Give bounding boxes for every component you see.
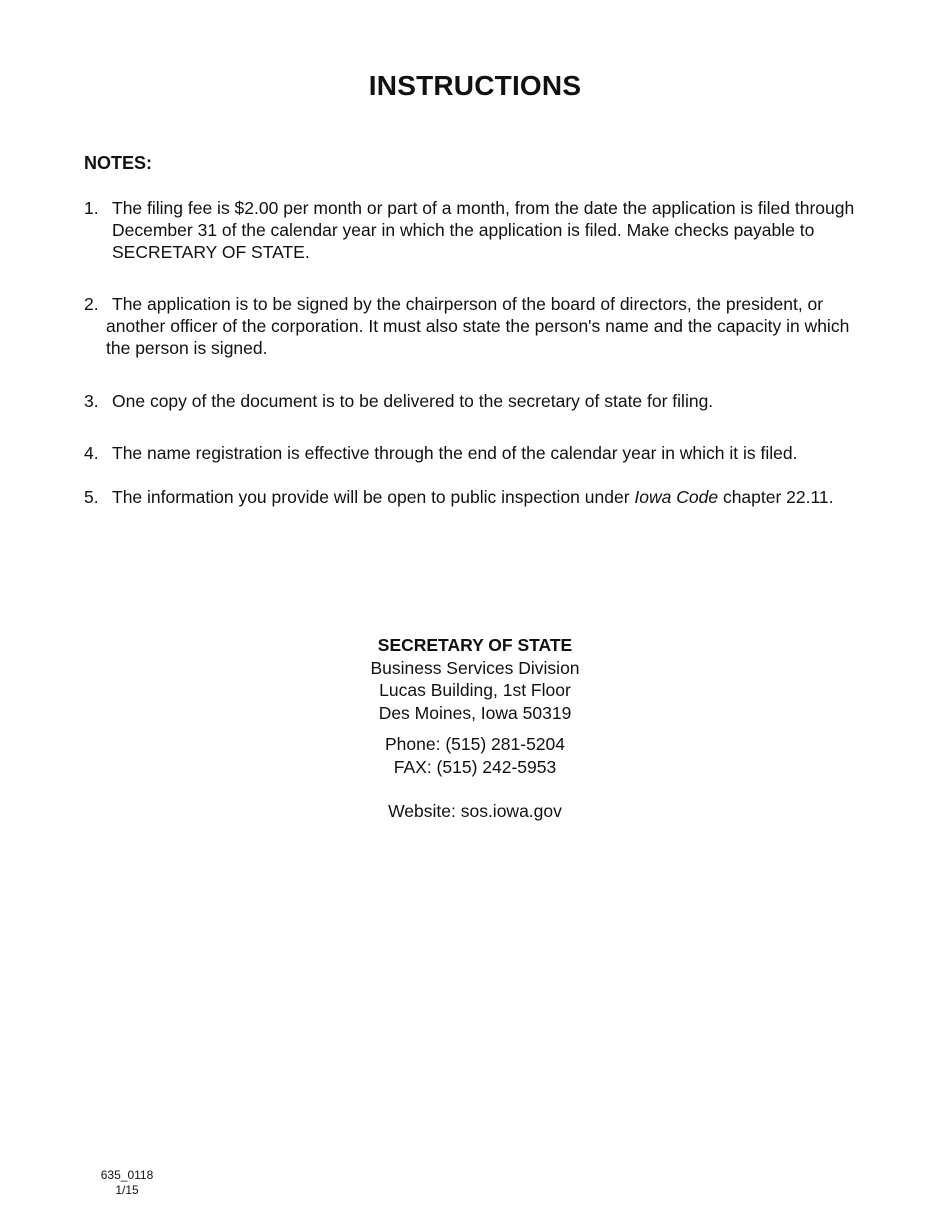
form-identifier	[98, 1168, 156, 1198]
spacer	[0, 724, 950, 733]
note-item	[84, 442, 874, 464]
note-item	[84, 293, 874, 359]
office-name: SECRETARY OF STATE	[377, 635, 573, 655]
spacer	[0, 778, 950, 800]
note-number: 4.	[84, 443, 99, 463]
building-address: Lucas Building, 1st Floor	[379, 680, 571, 700]
note-text-part: The information you provide will be open to public inspection under	[112, 487, 635, 507]
note-item	[84, 197, 874, 263]
note-text: The filing fee is $2.00 per month or part of a month, from the date the application is filed through December 31 of the calendar year in which the application is filed. Make checks payable to SECRETARY OF STATE.	[112, 198, 855, 262]
note-text: One copy of the document is to be delivered to the secretary of state for filing.	[112, 391, 714, 411]
fax-number: FAX: (515) 242-5953	[393, 756, 557, 777]
form-revision: 1/15	[115, 1183, 139, 1197]
phone-number: Phone: (515) 281-5204	[385, 734, 565, 754]
note-text: The name registration is effective through the end of the calendar year in which it is filed.	[112, 443, 798, 463]
code-reference: Iowa Code	[634, 487, 719, 507]
contact-block	[0, 634, 950, 823]
website: Website: sos.iowa.gov	[388, 801, 562, 821]
form-number: 635_0118	[100, 1168, 154, 1182]
note-number: 2.	[84, 294, 99, 314]
note-item	[84, 390, 874, 412]
page-title: INSTRUCTIONS	[368, 70, 582, 101]
note-text-part: chapter 22.11.	[718, 487, 834, 507]
city-address: Des Moines, Iowa 50319	[378, 702, 572, 723]
note-number: 3.	[84, 391, 99, 411]
note-item	[84, 486, 884, 508]
note-number: 5.	[84, 487, 99, 507]
note-text: The application is to be signed by the chairperson of the board of directors, the president, or another officer of the corporation. It must also state the person's name and the capacity in which the person is signed.	[106, 294, 850, 358]
notes-heading: NOTES:	[84, 153, 153, 173]
note-text	[84, 486, 884, 508]
note-number: 1.	[84, 198, 99, 218]
division-name: Business Services Division	[370, 657, 580, 678]
